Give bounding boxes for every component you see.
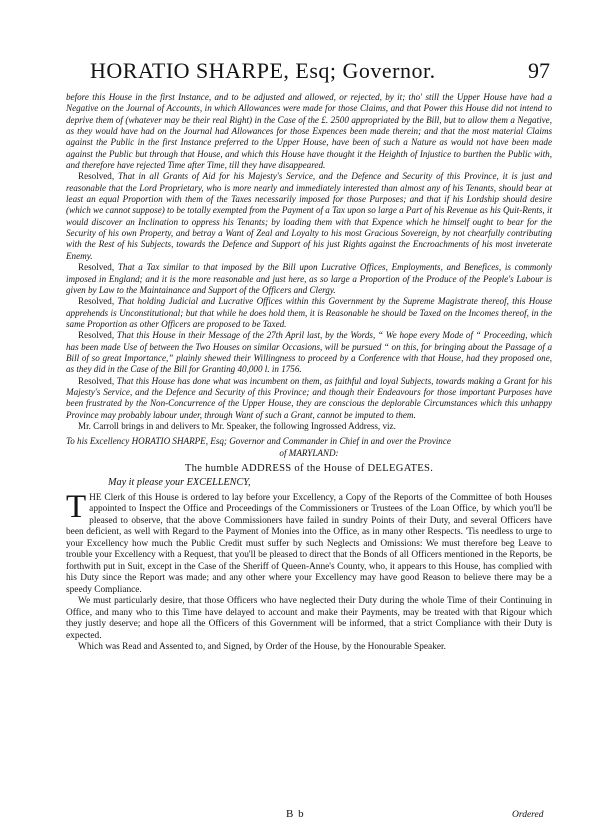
page-number: 97: [528, 58, 550, 83]
resolved-lead: Resolved,: [78, 330, 115, 341]
addressee-line: To his Excellency HORATIO SHARPE, Esq; Governor and Commander in Chief in and over the Province: [66, 436, 451, 447]
address-title: The humble ADDRESS of the House of DELEGATES.: [184, 463, 434, 474]
running-title: HORATIO SHARPE, Esq; Governor.: [90, 58, 436, 83]
resolution-paragraph: [66, 296, 552, 330]
resolution-paragraph: [66, 262, 552, 296]
resolution-paragraph: [66, 330, 552, 375]
resolution-text: That this House has done what was incumbent on them, as faithful and loyal Subjects, towards making a Grant for his Majesty's Service, and the Defence and Security of this Province; and though their Endeavours for those important Purposes have been frustrated by the Non-Concurrence of the Upper House, they are conscious the deplorable Circumstances which this unhappy Province may probably labour under, through Want of such a Grant, cannot be imputed to them.: [66, 375, 552, 420]
signature-mark: B b: [286, 808, 305, 820]
delivery-note: Mr. Carroll brings in and delivers to Mr. Speaker, the following Ingrossed Address, viz.: [78, 420, 396, 431]
drop-cap: T: [66, 488, 87, 525]
addressee-line: of MARYLAND:: [279, 447, 339, 458]
letter-paragraph: We must particularly desire, that those Officers who have neglected their Duty during the whole Time of their Continuing in Office, and many who to this Time have delayed to account and make their Payments, may be treated with that Rigour which they justly deserve; and hope all the Officers of this Government will be informed, that a strict Compliance with their Duty is expected.: [66, 596, 552, 641]
letter-paragraph: [66, 488, 552, 597]
resolution-text: That holding Judicial and Lucrative Offices within this Government by the Supreme Magistrate thereof, this House apprehends is Unconstitutional; but that while he does hold them, it is Reasonable he should be Taxed on the Incomes thereof, in the same Proportion as other Officers are proposed to be Taxed.: [66, 296, 552, 329]
address-addressee: [66, 436, 552, 459]
page-body: [66, 92, 552, 654]
resolved-lead: Resolved,: [78, 296, 115, 307]
running-header: [72, 58, 550, 92]
resolved-lead: Resolved,: [78, 375, 115, 386]
closing-line: Which was Read and Assented to, and Signed, by Order of the House, by the Honourable Speaker.: [78, 642, 446, 653]
resolution-paragraph: [66, 171, 552, 262]
resolution-text: That a Tax similar to that imposed by the Bill upon Lucrative Offices, Employments, and Benefices, is commonly imposed in England; and it is the more reasonable and just here, as so large a Proportion of the Produce of the People's Labour is given by Law to the Maintainance and Support of the Officers and Clergy.: [66, 262, 552, 295]
resolution-text: That this House in their Message of the 27th April last, by the Words, “ We hope every Mode of “ Proceeding, which has been made Use of between the Two Houses on similar Occasions, will be pursued “ on this, for bringing about the Passage of a Bill of so great Importance,” plainly shewed their Willingness to proceed by a Conference with that House, had they proposed one, as they did in the Case of the Bill for Granting 40,000 l. in 1756.: [66, 330, 552, 375]
resolution-paragraph: [66, 376, 552, 421]
salutation: May it please your EXCELLENCY,: [108, 477, 251, 489]
address-letter: [66, 488, 552, 654]
letter-text: HE Clerk of this House is ordered to lay before your Excellency, a Copy of the Reports of the Committee of both Houses appointed to Inspect the Office and Proceedings of the Commissioners or Trustees of the Loan Office, by which you'll be pleased to observe, that the above Commissioners have failed in sundry Points of their Duty, and several Officers have been deficient, as well with Regard to the Payment of Monies into the Office, as in many other Respects. 'Tis needless to urge to your Excellency how much the Public Credit must suffer by such Neglects and Omissions: We must therefore beg Leave to trouble your Excellency with a Request, that you'll be pleased to direct that the Bonds of all Officers mentioned in the Reports, be forthwith put in Suit, except in the Case of the Sheriff of Queen-Anne's County, who, it appears to this House, has complied with his Duty since the Report was made; and any other where your Excellency may have good Reason to believe there may be a speedy Compliance.: [66, 492, 552, 595]
paragraph-continuation: before this House in the first Instance, and to be adjusted and allowed, or rejected, by it; tho' still the Upper House have had a Negative on the Journal of Accounts, in which Allowances were made for those Claims, and that Power this House did not intend to deprive them of (whatever may be their real Right) in the Case of the £. 2500 appropriated by the Bill, but to allow them a Negative, as they would have had on the Journal had Allowances for those Expences been made therein; and that the most material Claims against the Public in the first Instance preferred to the Upper House, have been of such a Nature as would not have been made against the Public but through that House, and which this House have thought it the Heighth of Injustice to burthen the Public with, and therefore have rejected Time after Time, till they have disappeared.: [66, 92, 552, 171]
resolution-text: That in all Grants of Aid for his Majesty's Service, and the Defence and Security of this Province, it is just and reasonable that the Lord Proprietary, who is more nearly and immediately interested than almost any of his Tenants, should bear at least an equal Proportion with them of the Taxes necessarily imposed for those Purposes; and that if his Lordship should desire (which we cannot suppose) to be totally exempted from the Payment of a Tax upon so large a Part of his Revenue as his Quit-Rents, it would discover an Inclination to oppress his Tenants; by loading them with that Expence which he himself ought to bear for the Security of his own Property, and betray a Want of Zeal and Loyalty to his most Gracious Sovereign, by not chearfully contributing with the Rest of his Subjects, towards the Defence and Support of his just Rights against the Encroachments of his most inveterate Enemy.: [66, 171, 552, 261]
resolved-lead: Resolved,: [78, 171, 115, 182]
resolved-lead: Resolved,: [78, 262, 115, 273]
catchword: Ordered: [512, 810, 544, 820]
